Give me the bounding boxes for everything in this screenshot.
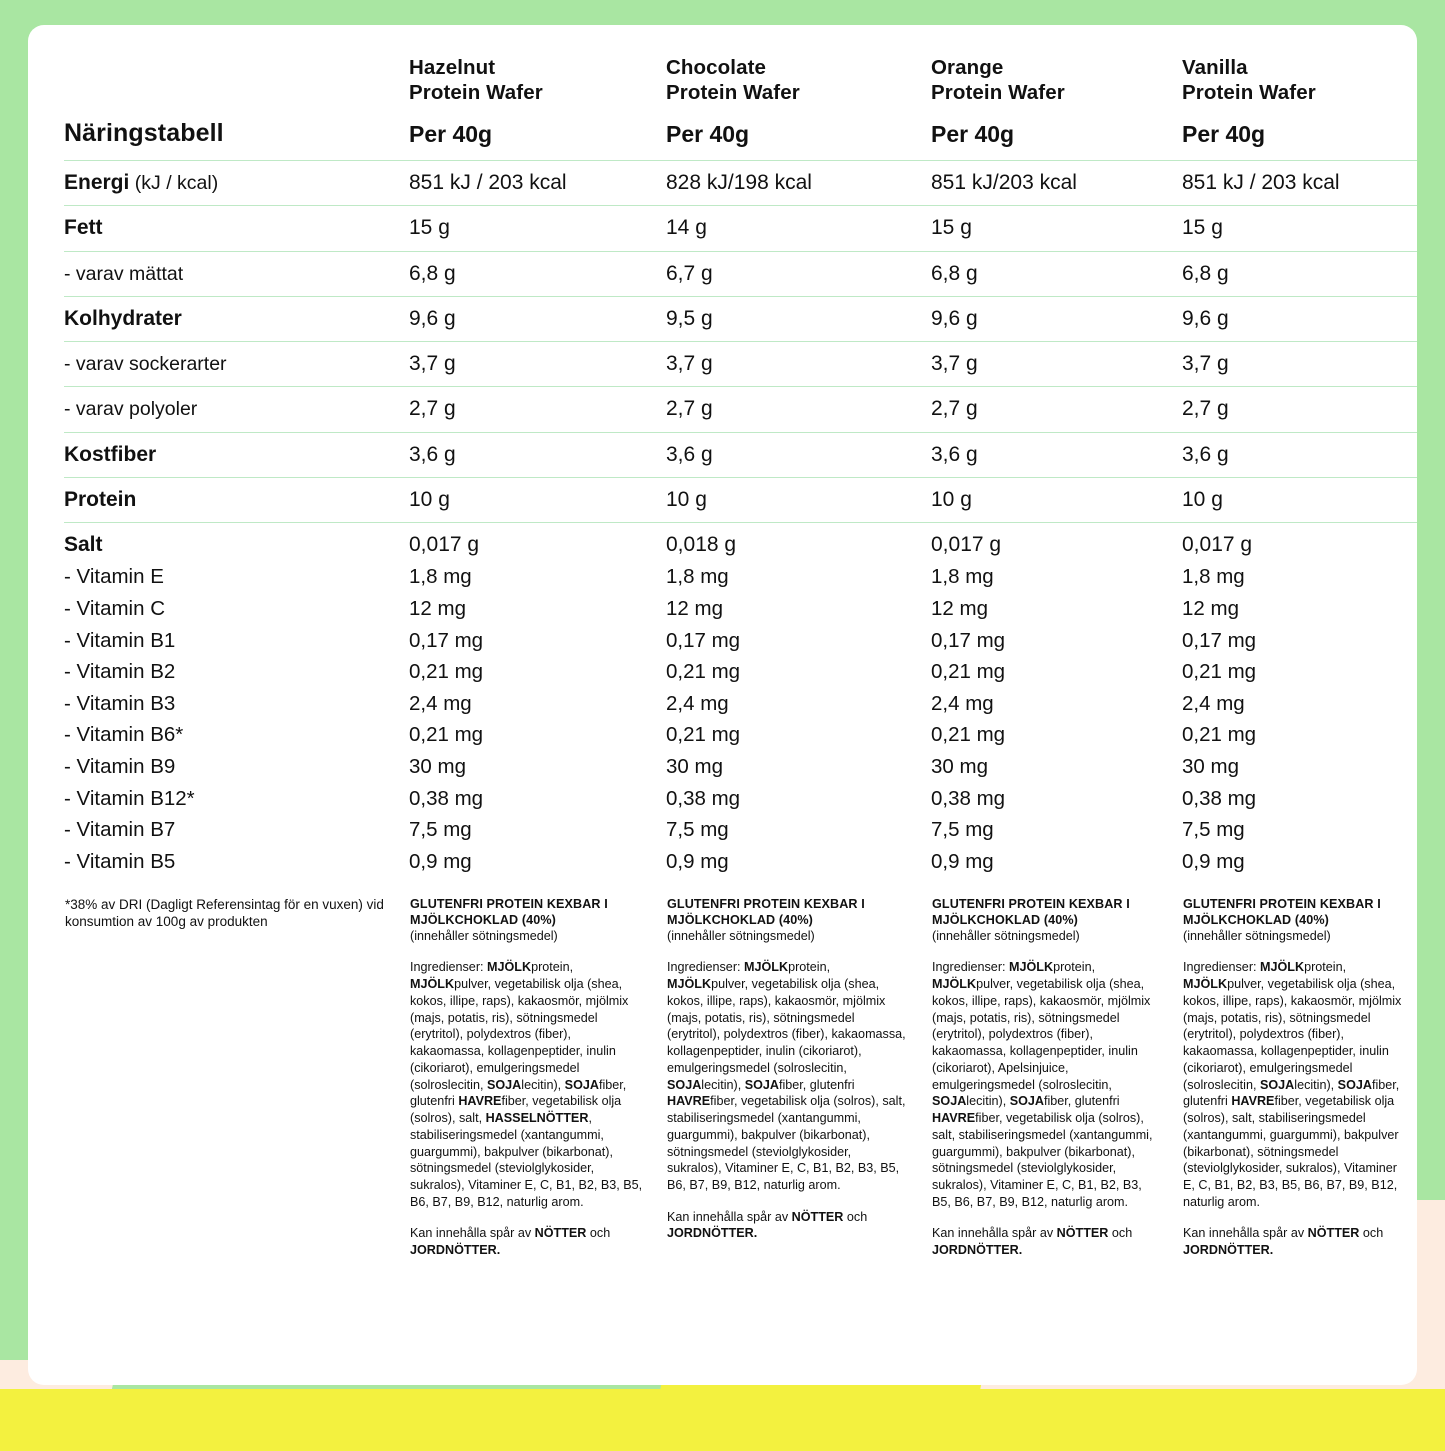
- dri-footnote-cell: [64, 880, 409, 1260]
- nutrient-value: 10 g: [1182, 477, 1417, 522]
- vitamin-row: [64, 846, 1417, 878]
- nutrient-row: [64, 432, 1417, 477]
- nutrient-label-main: Salt: [64, 533, 103, 556]
- nutrient-label: [64, 251, 409, 296]
- nutrient-label: [64, 387, 409, 432]
- vitamin-value: 0,21 mg: [409, 660, 484, 684]
- vitamin-value: 1,8 mg: [409, 565, 472, 589]
- nutrient-value: 2,7 g: [1182, 387, 1417, 432]
- vitamin-value: 12 mg: [666, 596, 723, 620]
- vitamin-label: - Vitamin B9: [64, 755, 176, 778]
- table-title-row: [64, 105, 1417, 161]
- product-name-line2: Protein Wafer: [666, 81, 800, 104]
- allergen-trace-text: Kan innehålla spår av NÖTTER och JORDNÖTTER.: [1183, 1226, 1384, 1258]
- product-declaration-sub: (innehåller sötningsmedel): [932, 928, 1080, 943]
- nutrient-label: [64, 342, 409, 387]
- nutrient-value: 3,6 g: [1182, 432, 1417, 477]
- vitamin-value: 7,5 mg: [1182, 818, 1245, 842]
- product-header-chocolate: [666, 47, 931, 105]
- per-serving-chocolate: Per 40g: [666, 121, 750, 147]
- vitamin-value: 0,21 mg: [931, 723, 1006, 747]
- nutrient-value: 3,7 g: [666, 342, 931, 387]
- vitamin-label: - Vitamin B12*: [64, 786, 195, 810]
- nutrient-value: 0,017 g: [1182, 523, 1417, 562]
- vitamin-row: [64, 814, 1417, 846]
- product-declaration-title: GLUTENFRI PROTEIN KEXBAR I MJÖLKCHOKLAD (40%): [1183, 896, 1381, 927]
- nutrient-value: 6,7 g: [666, 251, 931, 296]
- vitamin-value: 0,21 mg: [409, 723, 484, 747]
- nutrition-table: [64, 47, 1417, 878]
- vitamin-row: [64, 593, 1417, 625]
- nutrient-value: 15 g: [409, 206, 666, 251]
- product-name-line1: Chocolate: [666, 56, 766, 79]
- nutrient-label-main: Energi: [64, 171, 130, 194]
- page-title: Näringstabell: [64, 119, 224, 147]
- product-declaration-sub: (innehåller sötningsmedel): [1183, 928, 1331, 943]
- nutrient-label: [64, 523, 409, 562]
- vitamin-label: - Vitamin B7: [64, 818, 176, 842]
- vitamin-value: 7,5 mg: [666, 818, 729, 842]
- nutrient-label-main: Protein: [64, 487, 137, 511]
- product-name-line2: Protein Wafer: [1182, 81, 1316, 104]
- nutrient-value: 10 g: [931, 477, 1182, 522]
- allergen-trace-text: Kan innehålla spår av NÖTTER och JORDNÖTTER.: [410, 1226, 611, 1258]
- nutrient-label-main: Fett: [64, 216, 103, 240]
- product-header-vanilla: [1182, 47, 1417, 105]
- product-declaration-title: GLUTENFRI PROTEIN KEXBAR I MJÖLKCHOKLAD (40%): [667, 896, 865, 927]
- vitamin-value: 30 mg: [931, 755, 988, 778]
- product-name-line2: Protein Wafer: [409, 81, 543, 104]
- vitamin-value: 0,17 mg: [1182, 628, 1257, 652]
- vitamin-value: 0,21 mg: [1182, 723, 1257, 747]
- nutrient-label-sub: - varav polyoler: [64, 398, 198, 421]
- fineprint-row: [64, 880, 1417, 1260]
- vitamin-value: 0,9 mg: [409, 849, 472, 873]
- nutrient-value: 0,017 g: [409, 523, 666, 562]
- nutrient-value: 851 kJ/203 kcal: [931, 161, 1182, 206]
- vitamin-row: [64, 561, 1417, 593]
- vitamin-value: 0,38 mg: [1182, 786, 1257, 810]
- nutrient-value: 14 g: [666, 206, 931, 251]
- nutrient-value: 15 g: [931, 206, 1182, 251]
- nutrient-value: 15 g: [1182, 206, 1417, 251]
- vitamin-value: 2,4 mg: [409, 691, 472, 715]
- nutrient-label-sub: - varav mättat: [64, 262, 184, 285]
- fineprint-orange: [931, 880, 1182, 1260]
- vitamin-row: [64, 719, 1417, 751]
- vitamin-value: 0,21 mg: [1182, 660, 1257, 684]
- vitamin-value: 12 mg: [931, 596, 988, 620]
- allergen-trace-text: Kan innehålla spår av NÖTTER och JORDNÖTTER.: [932, 1226, 1133, 1258]
- nutrient-row: [64, 206, 1417, 251]
- vitamin-label: - Vitamin B5: [64, 849, 176, 873]
- nutrient-row: [64, 296, 1417, 341]
- vitamin-value: 30 mg: [666, 755, 723, 778]
- nutrient-label-sub: - varav sockerarter: [64, 353, 227, 375]
- vitamin-value: 2,4 mg: [666, 691, 729, 715]
- vitamin-value: 1,8 mg: [1182, 565, 1245, 589]
- product-declaration-title: GLUTENFRI PROTEIN KEXBAR I MJÖLKCHOKLAD (40%): [410, 896, 608, 927]
- fineprint-hazelnut: [409, 880, 666, 1260]
- nutrient-value: 6,8 g: [409, 251, 666, 296]
- vitamin-value: 12 mg: [409, 596, 466, 620]
- nutrition-table-title-cell: [64, 105, 409, 161]
- nutrient-label: [64, 477, 409, 522]
- nutrient-value: 3,7 g: [409, 342, 666, 387]
- vitamin-value: 2,4 mg: [931, 691, 994, 715]
- nutrient-value: 828 kJ/198 kcal: [666, 161, 931, 206]
- nutrient-value: 0,017 g: [931, 523, 1182, 562]
- vitamin-value: 2,4 mg: [1182, 691, 1245, 715]
- dri-footnote: *38% av DRI (Dagligt Referensintag för en vuxen) vid konsumtion av 100g av produkten: [65, 896, 384, 930]
- fineprint-vanilla: [1182, 880, 1417, 1260]
- vitamin-row: [64, 656, 1417, 688]
- vitamin-label: - Vitamin E: [64, 565, 164, 589]
- nutrient-value: 3,6 g: [409, 432, 666, 477]
- nutrient-label: [64, 161, 409, 206]
- per-serving-orange: Per 40g: [931, 121, 1015, 147]
- product-name-line1: Vanilla: [1182, 56, 1248, 79]
- nutrient-value: 0,018 g: [666, 523, 931, 562]
- product-header-orange: [931, 47, 1182, 105]
- nutrient-label: [64, 432, 409, 477]
- vitamin-label: - Vitamin C: [64, 596, 166, 620]
- vitamin-value: 0,17 mg: [931, 628, 1006, 652]
- vitamin-row: [64, 625, 1417, 657]
- vitamin-label: - Vitamin B3: [64, 691, 176, 715]
- vitamin-value: 1,8 mg: [666, 565, 729, 589]
- nutrient-row: [64, 477, 1417, 522]
- vitamin-value: 0,17 mg: [666, 628, 741, 652]
- vitamin-value: 0,21 mg: [666, 660, 741, 684]
- vitamin-value: 0,38 mg: [666, 786, 741, 810]
- nutrient-value: 10 g: [409, 477, 666, 522]
- nutrient-value: 9,5 g: [666, 296, 931, 341]
- product-header-row: [64, 47, 1417, 105]
- vitamin-row: [64, 751, 1417, 783]
- nutrient-value: 2,7 g: [409, 387, 666, 432]
- vitamin-label: - Vitamin B1: [64, 628, 176, 652]
- vitamin-value: 0,38 mg: [931, 786, 1006, 810]
- nutrient-label: [64, 296, 409, 341]
- vitamin-value: 0,17 mg: [409, 628, 484, 652]
- vitamin-value: 30 mg: [1182, 755, 1239, 778]
- nutrient-label: [64, 206, 409, 251]
- nutrient-value: 3,7 g: [1182, 342, 1417, 387]
- vitamin-value: 12 mg: [1182, 596, 1239, 620]
- nutrient-row: [64, 161, 1417, 206]
- product-name-line2: Protein Wafer: [931, 81, 1065, 104]
- nutrient-row: [64, 387, 1417, 432]
- per-serving-vanilla: Per 40g: [1182, 121, 1266, 147]
- nutrient-value: 2,7 g: [931, 387, 1182, 432]
- ingredients-text: Ingredienser: MJÖLKprotein, MJÖLKpulver, vegetabilisk olja (shea, kokos, illipe, raps), kakaosmör, mjölmix (majs, potatis, ris), sötningsmedel (erytritol), polydextros (fiber), kakaomassa, kollagenpeptider, inulin (cikoriarot), Apelsinjuice, emulgeringsmedel (solroslecitin, SOJAlecitin), SOJAfiber, glutenfri HAVREfiber, vegetabilisk olja (solros), salt, stabiliseringsmedel (xantangummi, guargummi), bakpulver (bikarbonat), sötningsmedel (steviolglykosider, sukralos), Vitaminer E, C, B1, B2, B3, B5, B6, B7, B9, B12, naturlig arom.: [932, 960, 1153, 1209]
- nutrient-value: 9,6 g: [409, 296, 666, 341]
- nutrient-label-main: Kolhydrater: [64, 306, 182, 330]
- nutrient-value: 10 g: [666, 477, 931, 522]
- nutrient-value: 3,7 g: [931, 342, 1182, 387]
- vitamin-value: 30 mg: [409, 755, 466, 778]
- product-name-line1: Hazelnut: [409, 56, 496, 79]
- vitamin-value: 1,8 mg: [931, 565, 994, 589]
- nutrient-label-main: Kostfiber: [64, 442, 157, 466]
- vitamin-value: 0,9 mg: [666, 849, 729, 873]
- nutrient-value: 851 kJ / 203 kcal: [409, 161, 666, 206]
- nutrient-value: 3,6 g: [931, 432, 1182, 477]
- vitamin-value: 0,9 mg: [931, 849, 994, 873]
- product-declaration-sub: (innehåller sötningsmedel): [410, 928, 558, 943]
- nutrient-label-sub: (kJ / kcal): [129, 172, 219, 194]
- product-header-hazelnut: [409, 47, 666, 105]
- ingredients-text: Ingredienser: MJÖLKprotein, MJÖLKpulver, vegetabilisk olja (shea, kokos, illipe, raps), kakaosmör, mjölmix (majs, potatis, ris), sötningsmedel (erytritol), polydextros (fiber), kakaomassa, kollagenpeptider, inulin (cikoriarot), emulgeringsmedel (solroslecitin, SOJAlecitin), SOJAfiber, glutenfri HAVREfiber, vegetabilisk olja (solros), salt, stabiliseringsmedel (xantangummi, guargummi), bakpulver (bikarbonat), sötningsmedel (steviolglykosider, sukralos), Vitaminer E, C, B1, B2, B3, B5, B6, B7, B9, B12, naturlig arom.: [667, 960, 906, 1192]
- vitamin-row: [64, 688, 1417, 720]
- vitamin-value: 0,38 mg: [409, 786, 484, 810]
- product-declaration-sub: (innehåller sötningsmedel): [667, 928, 815, 943]
- nutrient-row: [64, 251, 1417, 296]
- product-declaration-title: GLUTENFRI PROTEIN KEXBAR I MJÖLKCHOKLAD (40%): [932, 896, 1130, 927]
- vitamin-label: - Vitamin B2: [64, 660, 176, 684]
- ingredients-text: Ingredienser: MJÖLKprotein, MJÖLKpulver, vegetabilisk olja (shea, kokos, illipe, raps), kakaosmör, mjölmix (majs, potatis, ris), sötningsmedel (erytritol), polydextros (fiber), kakaomassa, kollagenpeptider, inulin (cikoriarot), emulgeringsmedel (solroslecitin, SOJAlecitin), SOJAfiber, glutenfri HAVREfiber, vegetabilisk olja (solros), salt, HASSELNÖTTER, stabiliseringsmedel (xantangummi, guargummi), bakpulver (bikarbonat), sötningsmedel (steviolglykosider, sukralos), Vitaminer E, C, B1, B2, B3, B5, B6, B7, B9, B12, naturlig arom.: [410, 960, 643, 1209]
- vitamin-value: 7,5 mg: [931, 818, 994, 842]
- nutrient-value: 3,6 g: [666, 432, 931, 477]
- vitamin-value: 0,9 mg: [1182, 849, 1245, 873]
- vitamin-row: [64, 783, 1417, 815]
- background-yellow-bar: [0, 1389, 1445, 1451]
- nutrient-value: 6,8 g: [1182, 251, 1417, 296]
- nutrient-value: 6,8 g: [931, 251, 1182, 296]
- product-name-line1: Orange: [931, 56, 1004, 79]
- nutrient-row-salt: [64, 523, 1417, 562]
- header-spacer: [64, 47, 409, 105]
- vitamin-value: 0,21 mg: [666, 723, 741, 747]
- nutrient-value: 2,7 g: [666, 387, 931, 432]
- vitamin-value: 7,5 mg: [409, 818, 472, 842]
- nutrient-value: 9,6 g: [1182, 296, 1417, 341]
- per-serving-hazelnut: Per 40g: [409, 121, 493, 147]
- nutrient-row: [64, 342, 1417, 387]
- vitamin-label: - Vitamin B6*: [64, 723, 184, 747]
- allergen-trace-text: Kan innehålla spår av NÖTTER och JORDNÖTTER.: [667, 1209, 868, 1241]
- vitamin-value: 0,21 mg: [931, 660, 1006, 684]
- ingredients-text: Ingredienser: MJÖLKprotein, MJÖLKpulver, vegetabilisk olja (shea, kokos, illipe, raps), kakaosmör, mjölmix (majs, potatis, ris), sötningsmedel (erytritol), polydextros (fiber), kakaomassa, kollagenpeptider, inulin (cikoriarot), emulgeringsmedel (solroslecitin, SOJAlecitin), SOJAfiber, glutenfri HAVREfiber, vegetabilisk olja (solros), salt, stabiliseringsmedel (xantangummi, guargummi), bakpulver (bikarbonat), sötningsmedel (steviolglykosider, sukralos), Vitaminer E, C, B1, B2, B3, B5, B6, B7, B9, B12, naturlig arom.: [1183, 960, 1402, 1209]
- nutrient-value: 9,6 g: [931, 296, 1182, 341]
- fineprint-chocolate: [666, 880, 931, 1260]
- nutrition-card: [28, 25, 1417, 1385]
- nutrient-value: 851 kJ / 203 kcal: [1182, 161, 1417, 206]
- fineprint-table: [64, 880, 1417, 1260]
